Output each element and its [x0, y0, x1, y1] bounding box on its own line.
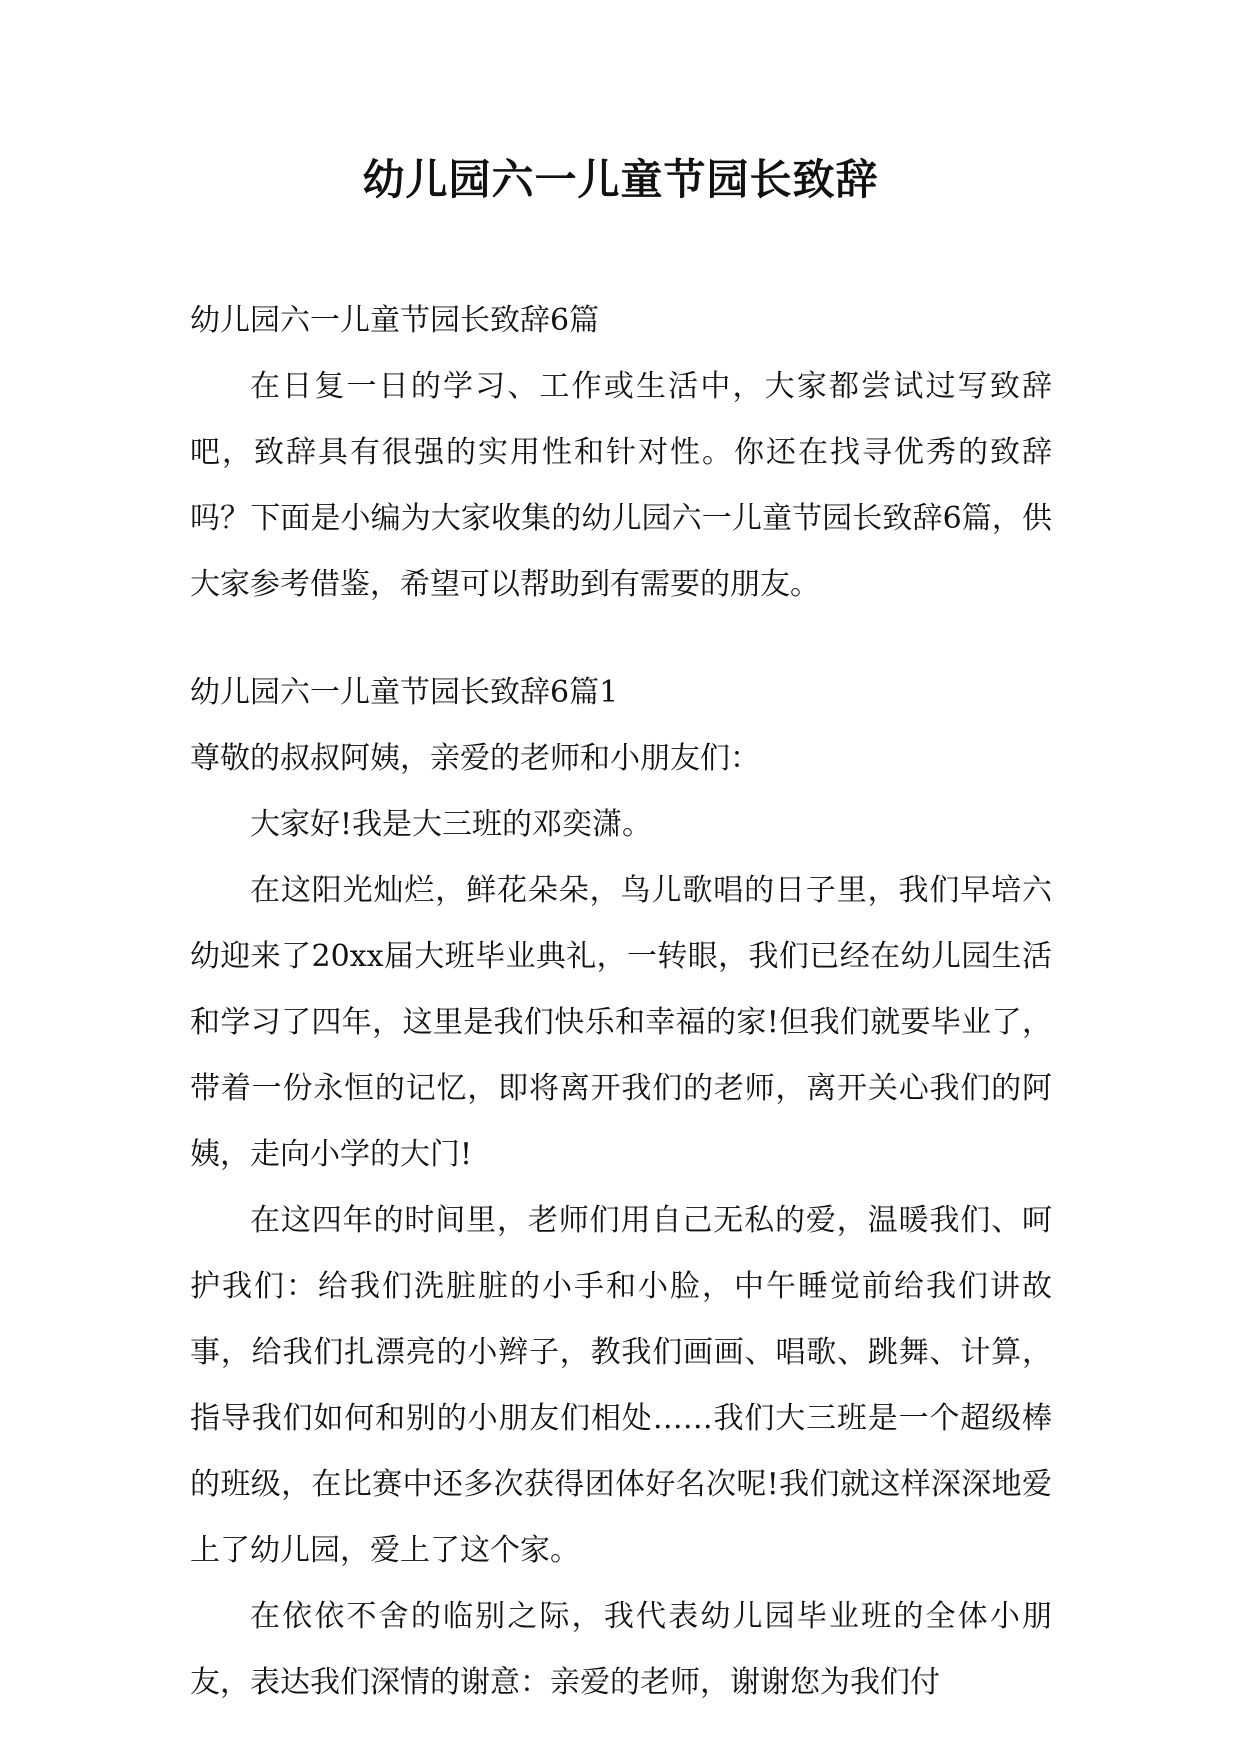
body-paragraph: 大家好!我是大三班的邓奕潇。 — [250, 807, 653, 842]
intro-paragraph: 在日复一日的学习、工作或生活中，大家都尝试过写致辞吧，致辞具有很强的实用性和针对性。你还在找寻优秀的致辞吗？下面是小编为大家收集的幼儿园六一儿童节园长致辞6篇，供大家参考借鉴，希望可以帮助到有需要的朋友。 — [190, 369, 1052, 602]
body-paragraph: 在依依不舍的临别之际，我代表幼儿园毕业班的全体小朋友，表达我们深情的谢意：亲爱的老师，谢谢您为我们付 — [190, 1599, 1052, 1700]
section-spacer — [190, 618, 1052, 660]
document-title: 幼儿园六一儿童节园长致辞 — [362, 155, 879, 204]
body-paragraph: 在这阳光灿烂，鲜花朵朵，鸟儿歌唱的日子里，我们早培六幼迎来了20xx届大班毕业典礼，一转眼，我们已经在幼儿园生活和学习了四年，这里是我们快乐和幸福的家!但我们就要毕业了，带着一份永恒的记忆，即将离开我们的老师，离开关心我们的阿姨，走向小学的大门! — [190, 873, 1052, 1172]
document-body — [190, 288, 1052, 1716]
section-heading: 幼儿园六一儿童节园长致辞6篇1 — [190, 675, 619, 710]
body-paragraph: 在这四年的时间里，老师们用自己无私的爱，温暖我们、呵护我们：给我们洗脏脏的小手和小脸，中午睡觉前给我们讲故事，给我们扎漂亮的小辫子，教我们画画、唱歌、跳舞、计算，指导我们如何和别的小朋友们相处……我们大三班是一个超级棒的班级，在比赛中还多次获得团体好名次呢!我们就这样深深地爱上了幼儿园，爱上了这个家。 — [190, 1203, 1052, 1568]
salutation: 尊敬的叔叔阿姨，亲爱的老师和小朋友们： — [190, 741, 760, 776]
subtitle: 幼儿园六一儿童节园长致辞6篇 — [190, 303, 600, 338]
